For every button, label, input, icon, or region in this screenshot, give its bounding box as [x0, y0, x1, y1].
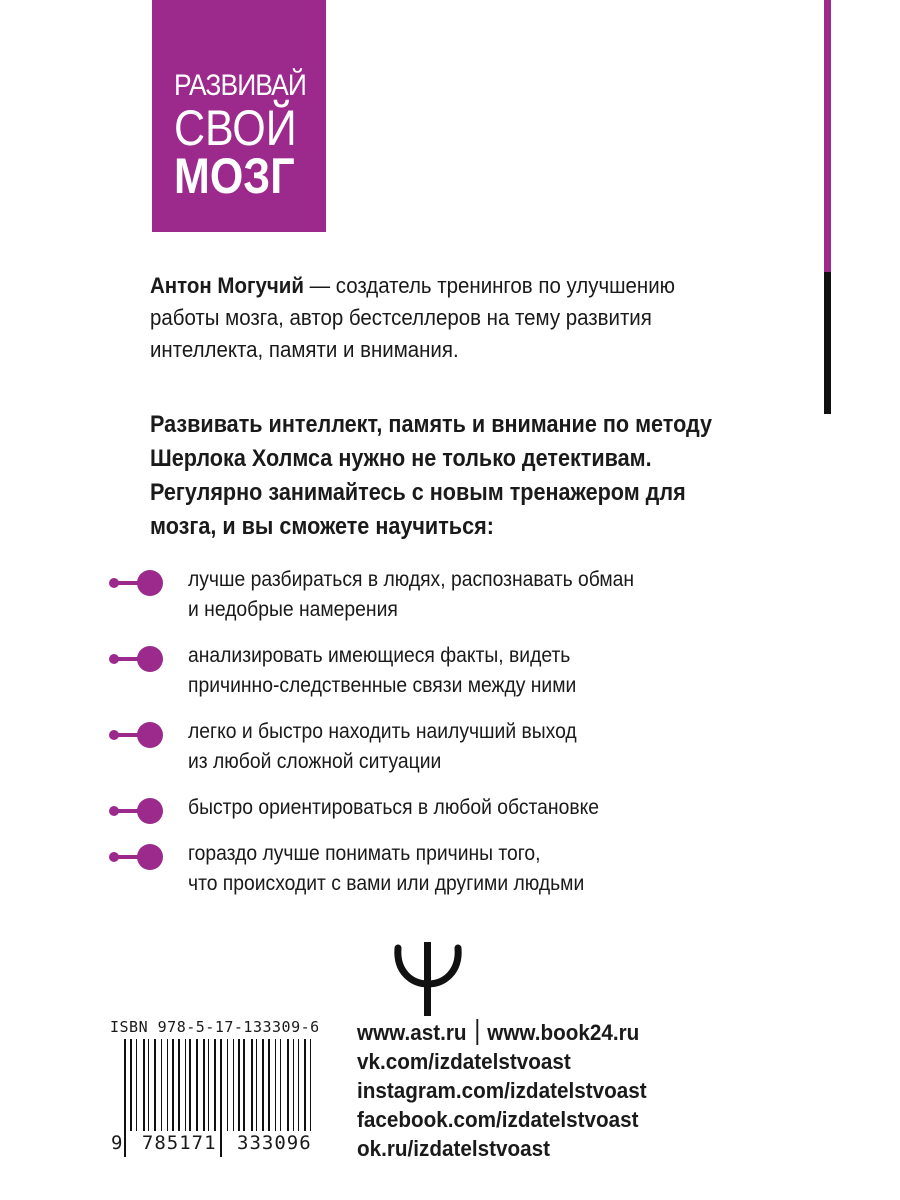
site-link-ast[interactable]: www.ast.ru: [357, 1020, 467, 1045]
bullet-icon: [108, 568, 168, 598]
isbn-text: ISBN 978-5-17-133309-6: [110, 1018, 320, 1036]
site-link-book24[interactable]: www.book24.ru: [487, 1020, 640, 1045]
bullet-icon: [108, 720, 168, 750]
barcode-bar: [298, 1039, 299, 1131]
barcode-bar: [251, 1039, 253, 1131]
series-title-line-1: РАЗВИВАЙ: [174, 69, 306, 102]
author-name: Антон Могучий: [150, 273, 304, 298]
psi-logo-icon: [392, 938, 464, 1018]
barcode-bar: [238, 1039, 240, 1131]
contact-facebook[interactable]: facebook.com/izdatelstvoast: [357, 1107, 639, 1132]
author-bio-text: — создатель тренингов по улучшению работы мозга, автор бестселлеров на тему развития интеллекта, памяти и внимания.: [150, 273, 675, 362]
barcode-bar: [136, 1039, 137, 1131]
list-item: [108, 565, 728, 625]
barcode-bar: [196, 1039, 198, 1131]
ean-right-group: 333096: [237, 1132, 312, 1154]
spine-edge-black: [824, 272, 831, 414]
list-item: [108, 839, 728, 899]
barcode-bar: [310, 1039, 311, 1131]
barcode-bar: [148, 1039, 149, 1131]
barcode-bar: [154, 1039, 156, 1131]
series-badge: [152, 0, 326, 232]
benefit-line-1: лучше разбираться в людях, распознавать обман: [188, 568, 635, 591]
barcode-bar: [304, 1039, 306, 1131]
ean-first-digit: 9: [111, 1132, 124, 1154]
ean-left-group: 785171: [141, 1132, 217, 1154]
barcode-bar: [178, 1039, 180, 1131]
contact-ok[interactable]: ok.ru/izdatelstvoast: [357, 1136, 551, 1161]
benefit-line-2: причинно-следственные связи между ними: [188, 674, 577, 697]
barcode-bar: [189, 1039, 191, 1131]
contact-sites: [357, 1018, 714, 1047]
publisher-contacts: [357, 1018, 737, 1163]
barcode-bar: [262, 1039, 264, 1131]
barcode-bar: [233, 1039, 234, 1131]
barcode-bar: [275, 1039, 276, 1131]
barcode-bar: [172, 1039, 174, 1131]
barcode-bar: [227, 1039, 228, 1131]
series-title-line-3: МОЗГ: [174, 148, 295, 204]
barcode-bar: [256, 1039, 257, 1131]
benefit-line-1: анализировать имеющиеся факты, видеть: [188, 644, 571, 667]
benefits-list: [108, 565, 728, 915]
bullet-icon: [108, 842, 168, 872]
contact-instagram[interactable]: instagram.com/izdatelstvoast: [357, 1078, 647, 1103]
barcode: [110, 1017, 318, 1157]
benefit-line-1: быстро ориентироваться в любой обстановке: [188, 796, 600, 819]
barcode-bar: [293, 1039, 294, 1131]
list-item: [108, 641, 728, 701]
benefit-line-2: и недобрые намерения: [188, 598, 398, 621]
benefit-line-1: гораздо лучше понимать причины того,: [188, 842, 541, 865]
benefit-line-2: из любой сложной ситуации: [188, 750, 442, 773]
barcode-bar: [203, 1039, 205, 1131]
bullet-icon: [108, 796, 168, 826]
barcode-bar: [268, 1039, 270, 1131]
ean-digits: [110, 1129, 318, 1157]
barcode-bar: [130, 1039, 132, 1131]
list-item: [108, 793, 728, 823]
barcode-bar: [185, 1039, 186, 1131]
lead-paragraph: Развивать интеллект, память и внимание по методу Шерлока Холмса нужно не только детективам. Регулярно занимайтесь с новым тренажером для мозга, и вы сможете научиться:: [150, 411, 712, 540]
bullet-icon: [108, 644, 168, 674]
benefit-line-2: что происходит с вами или другими людьми: [188, 872, 585, 895]
barcode-bar: [143, 1039, 145, 1131]
barcode-bar: [208, 1039, 209, 1131]
barcode-bar: [161, 1039, 162, 1131]
series-title-line-2: СВОЙ: [174, 100, 297, 156]
barcode-bar: [243, 1039, 245, 1131]
spine-edge-purple: [824, 0, 831, 272]
contact-vk[interactable]: vk.com/izdatelstvoast: [357, 1049, 571, 1074]
author-bio: [150, 270, 745, 366]
barcode-bar: [287, 1039, 289, 1131]
barcode-bar: [280, 1039, 281, 1131]
divider: [476, 1019, 478, 1045]
barcode-bar: [214, 1039, 216, 1131]
list-item: [108, 717, 728, 777]
barcode-bar: [167, 1039, 168, 1131]
benefit-line-1: легко и быстро находить наилучший выход: [188, 720, 577, 743]
